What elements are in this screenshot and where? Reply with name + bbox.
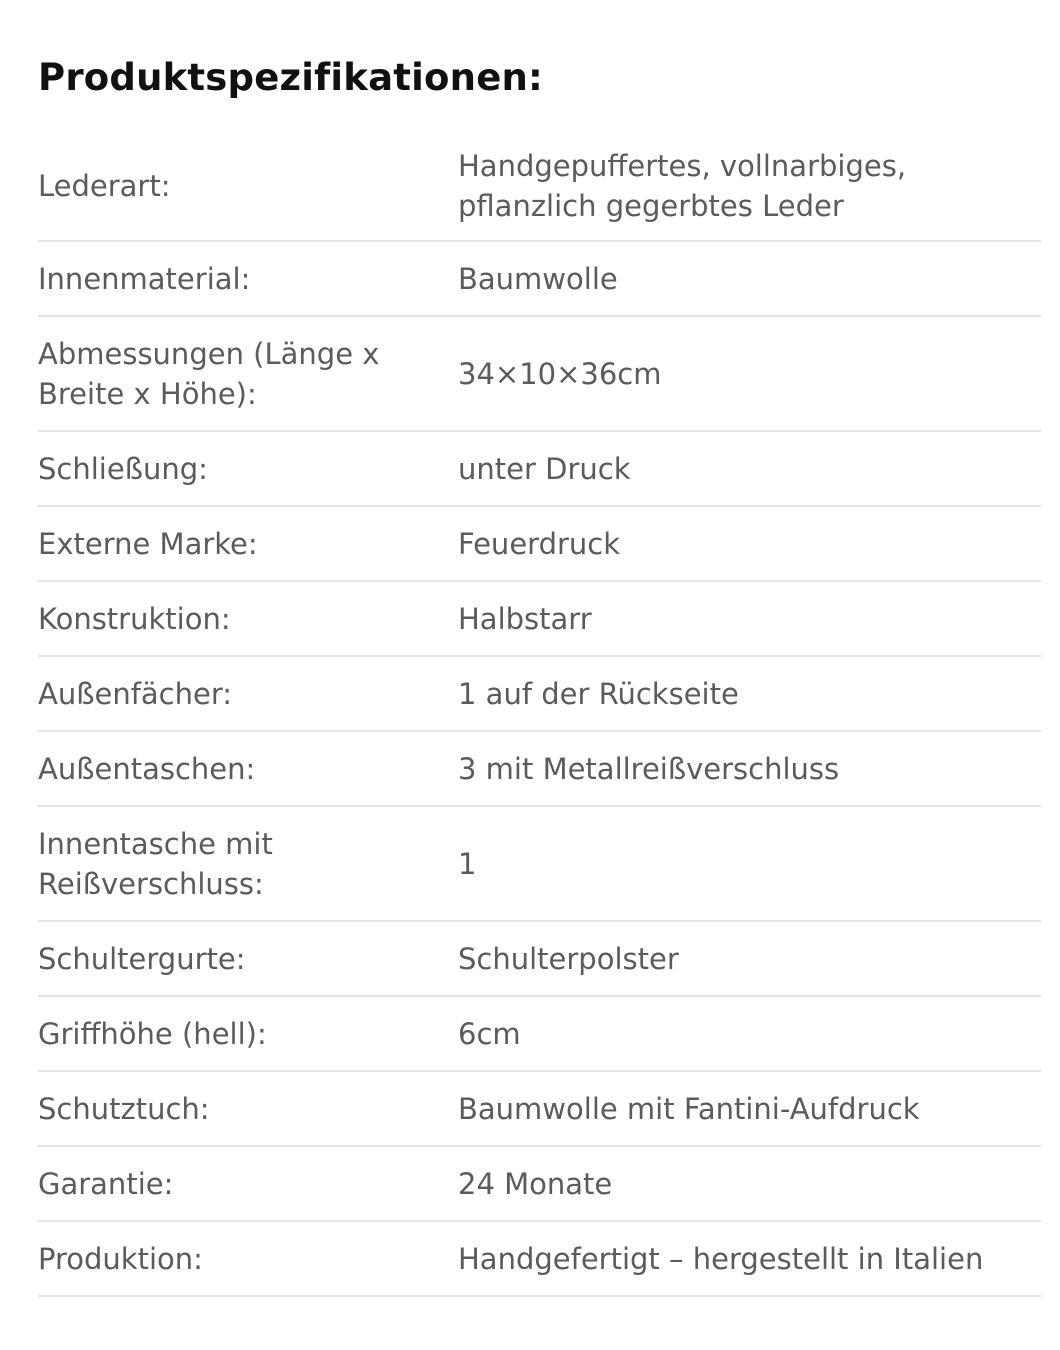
spec-row-griffhoehe [38, 997, 1041, 1072]
spec-value: Handgefertigt – hergestellt in Italien [458, 1241, 984, 1276]
spec-label: Innentasche mit Reißverschluss: [38, 826, 273, 901]
spec-row-schutztuch [38, 1072, 1041, 1147]
spec-value: Handgepuffertes, vollnarbiges, pflanzlich gegerbtes Leder [458, 149, 907, 223]
spec-label: Innenmaterial: [38, 261, 251, 296]
spec-label: Konstruktion: [38, 601, 231, 636]
spec-label: Lederart: [38, 169, 171, 203]
spec-row-aussenfaecher [38, 657, 1041, 732]
spec-value: 24 Monate [458, 1166, 613, 1201]
spec-value: Halbstarr [458, 601, 592, 636]
spec-value: 6cm [458, 1016, 521, 1051]
spec-label: Externe Marke: [38, 526, 258, 561]
spec-row-aussentaschen [38, 732, 1041, 807]
spec-row-innentasche [38, 807, 1041, 922]
spec-value: Feuerdruck [458, 526, 621, 561]
spec-row-schliessung [38, 432, 1041, 507]
spec-row-lederart [38, 132, 1041, 242]
spec-row-konstruktion [38, 582, 1041, 657]
spec-row-abmessungen [38, 317, 1041, 432]
spec-label: Schließung: [38, 451, 208, 486]
spec-table [38, 132, 1041, 1297]
spec-value: Baumwolle [458, 261, 618, 296]
spec-value: Baumwolle mit Fantini-Aufdruck [458, 1091, 920, 1126]
spec-label: Außentaschen: [38, 751, 256, 786]
spec-value: Schulterpolster [458, 941, 679, 976]
spec-row-produktion [38, 1222, 1041, 1297]
spec-value: 3 mit Metallreißverschluss [458, 751, 840, 786]
spec-value: 34×10×36cm [458, 356, 662, 391]
spec-label: Garantie: [38, 1166, 174, 1201]
spec-row-schultergurte [38, 922, 1041, 997]
spec-label: Schutztuch: [38, 1091, 210, 1126]
spec-label: Außenfächer: [38, 676, 233, 711]
spec-label: Schultergurte: [38, 941, 246, 976]
spec-value: 1 auf der Rückseite [458, 676, 739, 711]
spec-value: unter Druck [458, 451, 631, 486]
spec-row-externe-marke [38, 507, 1041, 582]
spec-label: Abmessungen (Länge x Breite x Höhe): [38, 336, 380, 411]
spec-label: Produktion: [38, 1241, 203, 1276]
spec-row-garantie [38, 1147, 1041, 1222]
spec-value: 1 [458, 846, 477, 881]
spec-label: Griffhöhe (hell): [38, 1016, 267, 1051]
page-title: Produktspezifikationen: [38, 56, 544, 99]
spec-row-innenmaterial [38, 242, 1041, 317]
